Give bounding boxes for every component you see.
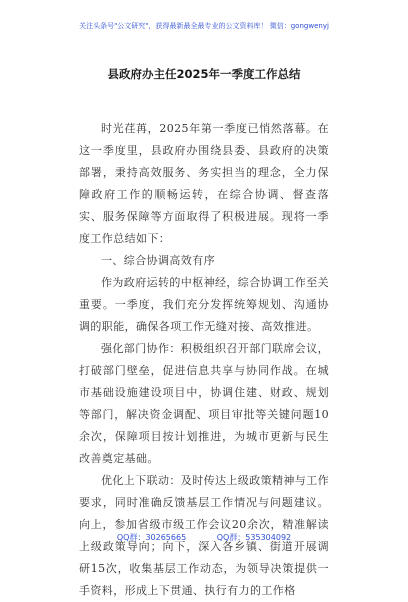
paragraph: 作为政府运转的中枢神经，综合协调工作至关重要。一季度，我们充分发挥统筹规划、沟通协调的职能，确保各项工作无缝对接、高效推进。 <box>79 276 329 333</box>
qq-group-1: QQ群：30265665 <box>116 533 187 542</box>
paragraph: 优化上下联动：及时传达上级政策精神与工作要求，同时准确反馈基层工作情况与问题建议。向上，参加省级市级工作会议20余次，精准解读上级政策导向；向下，深入各乡镇、街道开展调研15次，收集基层工作动态，为领导决策提供一手资料，形成上下贯通、执行有力的工作格 <box>79 474 329 597</box>
section-heading: 一、综合协调高效有序 <box>101 254 215 267</box>
paragraph-intro: 时光荏苒，2025年第一季度已悄然落幕。在这一季度里，县政府办围绕县委、县政府的决策部署，秉持高效服务、务实担当的理念，全力保障政府工作的顺畅运转，在综合协调、督查落实、服务保障等方面取得了积极进展。现将一季度工作总结如下： <box>79 122 329 245</box>
paragraph: 强化部门协作：积极组织召开部门联席会议，打破部门壁垒，促进信息共享与协同作战。在城市基础设施建设项目中，协调住建、财政、规划等部门，解决资金调配、项目审批等关键问题10余次，保障项目按计划推进，为城市更新与民生改善奠定基础。 <box>79 342 329 465</box>
header-banner: 关注头条号"公文研究"，获得最新最全最专业的公文资料库！ 微信：gongwenyj <box>79 22 329 30</box>
document-body <box>79 118 329 602</box>
qq-group-2: QQ群：535304092 <box>216 533 292 542</box>
document-title: 县政府办主任2025年一季度工作总结 <box>107 67 301 81</box>
footer-banner <box>0 532 408 543</box>
